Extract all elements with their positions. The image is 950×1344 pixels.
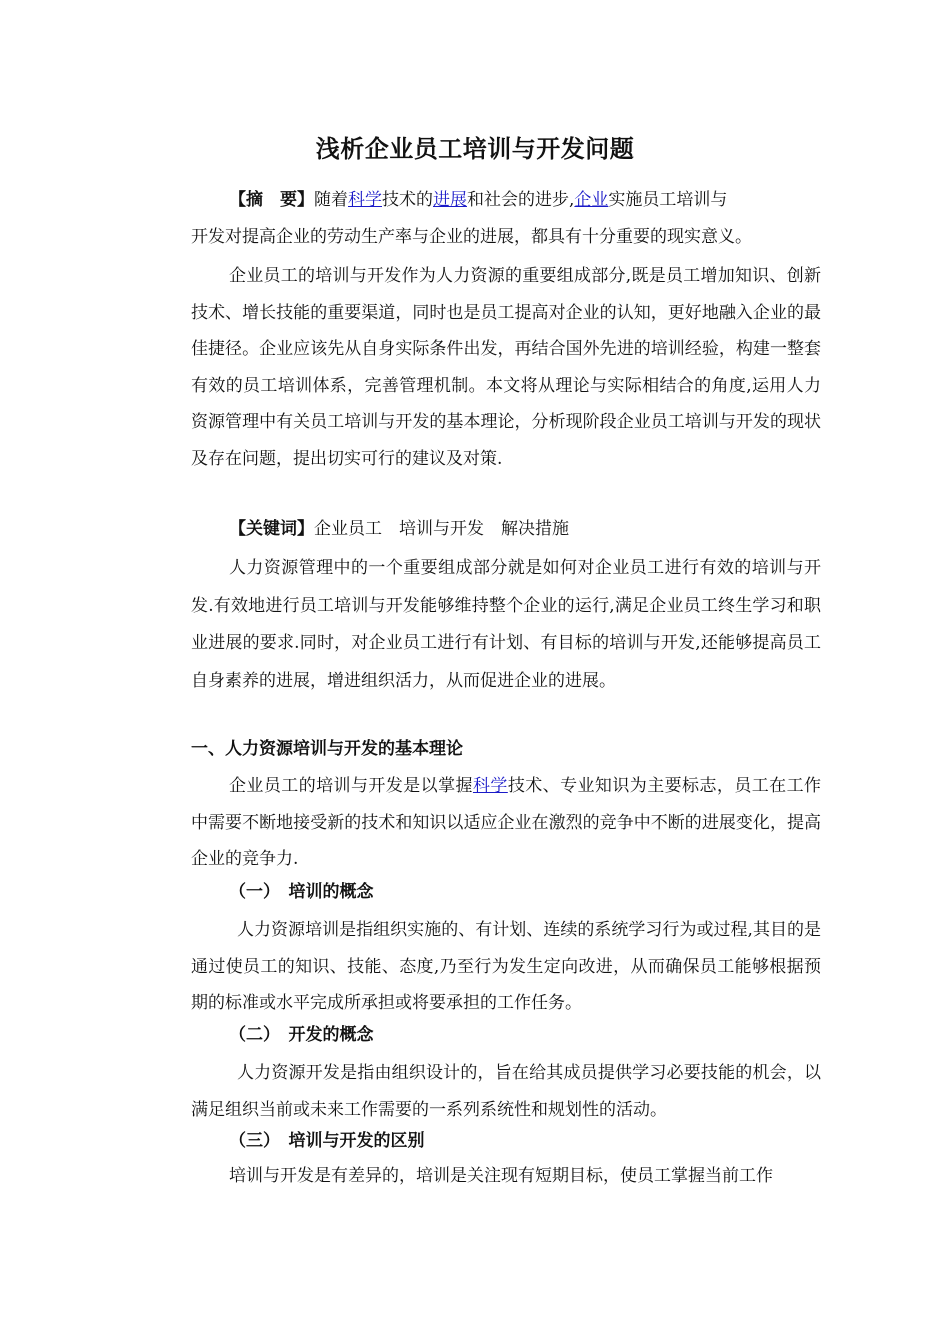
subsection2-block [191, 1055, 821, 1129]
link-science-2[interactable]: 科学 [472, 776, 508, 796]
section1-paragraph-block [191, 768, 821, 878]
abstract-line-1 [229, 187, 727, 213]
link-science[interactable]: 科学 [348, 190, 382, 210]
section1-text: 企业员工的培训与开发是以掌握 [229, 776, 473, 796]
keywords-text: 企业员工 培训与开发 解决措施 [314, 519, 569, 539]
section1-text: 技术、专业知识为主要标志，员工在工作中需要不断地接受新的技术和知识以适应企业在激烈的竞争中不断的进展变化，提高企业的竞争力. [191, 776, 822, 869]
abstract-label: 【摘 要】 [229, 190, 314, 210]
subsection-heading-2: （二） 开发的概念 [229, 1025, 374, 1045]
abstract-paragraph [191, 258, 821, 478]
section-heading-1: 一、人力资源培训与开发的基本理论 [191, 739, 463, 759]
abstract-text: 实施员工培训与 [608, 190, 728, 210]
subsection3-paragraph: 培训与开发是有差异的，培训是关注现有短期目标，使员工掌握当前工作 [229, 1166, 773, 1186]
subsection-heading-3: （三） 培训与开发的区别 [229, 1131, 425, 1151]
keywords-label: 【关键词】 [229, 519, 314, 539]
link-progress[interactable]: 进展 [433, 190, 467, 210]
subsection-heading-1: （一） 培训的概念 [229, 882, 374, 902]
subsection2-paragraph: 人力资源开发是指由组织设计的，旨在给其成员提供学习必要技能的机会，以满足组织当前或未来工作需要的一系列系统性和规划性的活动。 [191, 1063, 821, 1120]
keywords-line [229, 516, 569, 542]
abstract-text: 技术的 [382, 190, 433, 210]
abstract-text: 随着 [314, 190, 348, 210]
intro-paragraph: 人力资源管理中的一个重要组成部分就是如何对企业员工进行有效的培训与开发.有效地进行员工培训与开发能够维持整个企业的运行,满足企业员工终生学习和职业进展的要求.同时，对企业员工进行有计划、有目标的培训与开发,还能够提高员工自身素养的进展，增进组织活力，从而促进企业的进展。 [191, 558, 821, 691]
abstract-text: 和社会的进步, [467, 190, 575, 210]
section1-paragraph [191, 768, 821, 878]
link-enterprise[interactable]: 企业 [574, 190, 609, 210]
document-title: 浅析企业员工培训与开发问题 [315, 135, 635, 163]
abstract-body: 企业员工的培训与开发作为人力资源的重要组成部分,既是员工增加知识、创新技术、增长技能的重要渠道，同时也是员工提高对企业的认知，更好地融入企业的最佳捷径。企业应该先从自身实际条件出发，再结合国外先进的培训经验，构建一整套有效的员工培训体系，完善管理机制。本文将从理论与实际相结合的角度,运用人力资源管理中有关员工培训与开发的基本理论，分析现阶段企业员工培训与开发的现状及存在问题，提出切实可行的建议及对策. [191, 266, 821, 469]
subsection1-paragraph: 人力资源培训是指组织实施的、有计划、连续的系统学习行为或过程,其目的是通过使员工的知识、技能、态度,乃至行为发生定向改进，从而确保员工能够根据预期的标准或水平完成所承担或将要承担的工作任务。 [191, 920, 821, 1013]
intro-paragraph-block [191, 550, 821, 700]
abstract-line-2: 开发对提高企业的劳动生产率与企业的进展，都具有十分重要的现实意义。 [191, 227, 752, 247]
subsection1-block [191, 912, 821, 1022]
